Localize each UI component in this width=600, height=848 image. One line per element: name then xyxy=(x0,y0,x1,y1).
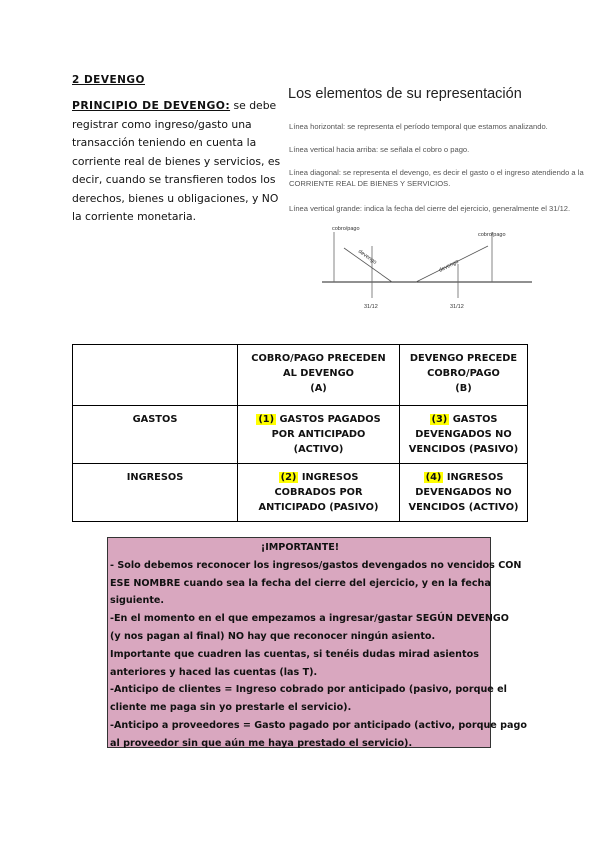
cell-line: DEVENGADOS NO xyxy=(415,487,512,498)
row-label-ingresos: INGRESOS xyxy=(73,464,238,522)
table-header-row xyxy=(73,345,528,406)
cell-gastos-b xyxy=(400,406,528,464)
important-line: ESE NOMBRE cuando sea la fecha del cierre del ejercicio, y en la fecha xyxy=(110,577,491,589)
label-devengo-left: devengo xyxy=(356,248,378,266)
important-box xyxy=(107,537,527,749)
header-a-line: COBRO/PAGO PRECEDEN xyxy=(251,353,386,364)
cell-line: POR ANTICIPADO xyxy=(271,429,366,440)
figure-note-vertical: Línea vertical hacia arriba: se señala el cobro o pago. xyxy=(289,145,470,154)
important-line: -En el momento en el que empezamos a ingresar/gastar SEGÚN DEVENGO xyxy=(110,613,509,625)
highlight-number: (2) xyxy=(280,472,297,483)
cell-line: INGRESOS xyxy=(446,472,504,483)
important-line: (y nos pagan al final) NO hay que reconocer ningún asiento. xyxy=(110,630,436,642)
table-row xyxy=(73,464,528,522)
para-line-1: registrar como ingreso/gasto una xyxy=(72,117,252,131)
label-devengo-right: devengo xyxy=(438,258,460,274)
header-a-line: AL DEVENGO xyxy=(283,368,354,379)
cell-line: VENCIDOS (ACTIVO) xyxy=(408,502,519,513)
label-date-right: 31/12 xyxy=(450,304,464,310)
cell-line: DEVENGADOS NO xyxy=(415,429,512,440)
cell-line: INGRESOS xyxy=(301,472,359,483)
highlight-number: (4) xyxy=(425,472,442,483)
para-line-5: derechos, bienes u obligaciones, y NO xyxy=(72,191,279,205)
devengo-paragraph xyxy=(72,97,281,227)
highlight-number: (3) xyxy=(431,414,448,425)
para-line-2: transacción teniendo en cuenta la xyxy=(72,136,257,149)
figure-note-big-vertical: Línea vertical grande: indica la fecha del cierre del ejercicio, generalmente el 31/12. xyxy=(289,204,571,213)
section-heading: 2 DEVENGO xyxy=(72,74,145,86)
figure-note-horizontal: Línea horizontal: se representa el período temporal que estamos analizando. xyxy=(289,122,548,131)
principle-lead: PRINCIPIO DE DEVENGO: xyxy=(72,99,231,112)
devengo-diagram xyxy=(318,224,538,316)
header-b-line: COBRO/PAGO xyxy=(427,368,500,379)
row-label-gastos: GASTOS xyxy=(73,406,238,464)
header-a-line: (A) xyxy=(310,383,327,394)
important-line: - Solo debemos reconocer los ingresos/gastos devengados no vencidos CON xyxy=(110,559,522,571)
cell-line: COBRADOS POR xyxy=(274,487,363,498)
devengo-table xyxy=(72,344,528,522)
table-header-a xyxy=(238,345,400,406)
important-line: siguiente. xyxy=(110,595,165,607)
cell-line: VENCIDOS (PASIVO) xyxy=(408,444,519,455)
figure-note-diagonal-cont: CORRIENTE REAL DE BIENES Y SERVICIOS. xyxy=(289,179,451,188)
cell-line: (ACTIVO) xyxy=(293,444,344,455)
table-row xyxy=(73,406,528,464)
cell-ingresos-a xyxy=(238,464,400,522)
important-title: ¡IMPORTANTE! xyxy=(260,542,340,553)
important-line: -Anticipo a proveedores = Gasto pagado por anticipado (activo, porque pago xyxy=(110,719,527,731)
important-line: -Anticipo de clientes = Ingreso cobrado por anticipado (pasivo, porque el xyxy=(110,684,507,696)
para-line-4: decir, cuando se transfieren todos los xyxy=(72,173,276,186)
figure-title: Los elementos de su representación xyxy=(288,86,522,102)
label-cobro-left: cobro/pago xyxy=(332,226,360,232)
para-line-6: la corriente monetaria. xyxy=(72,210,197,223)
table-header-empty xyxy=(73,345,238,406)
cell-line: GASTOS PAGADOS xyxy=(279,414,381,425)
label-date-left: 31/12 xyxy=(364,304,378,310)
label-cobro-right: cobro/pago xyxy=(478,232,506,238)
important-line: al proveedor sin que aún me haya prestado el servicio). xyxy=(110,737,413,749)
cell-ingresos-b xyxy=(400,464,528,522)
cell-line: GASTOS xyxy=(452,414,498,425)
important-line: Importante que cuadren las cuentas, si tenéis dudas mirad asientos xyxy=(110,648,479,660)
para-line-3: corriente real de bienes y servicios, es xyxy=(72,154,281,168)
header-b-line: DEVENGO PRECEDE xyxy=(409,353,518,364)
figure-note-diagonal: Línea diagonal: se representa el devengo, es decir el gasto o el ingreso atendiendo a la xyxy=(289,168,584,177)
important-line: cliente me paga sin yo prestarle el servicio). xyxy=(110,702,352,714)
cell-gastos-a xyxy=(238,406,400,464)
important-line: anteriores y haced las cuentas (las T). xyxy=(110,666,318,678)
header-b-line: (B) xyxy=(455,383,472,394)
highlight-number: (1) xyxy=(258,414,275,425)
para-line-0: se debe xyxy=(230,99,277,112)
cell-line: ANTICIPADO (PASIVO) xyxy=(258,502,379,513)
table-header-b xyxy=(400,345,528,406)
